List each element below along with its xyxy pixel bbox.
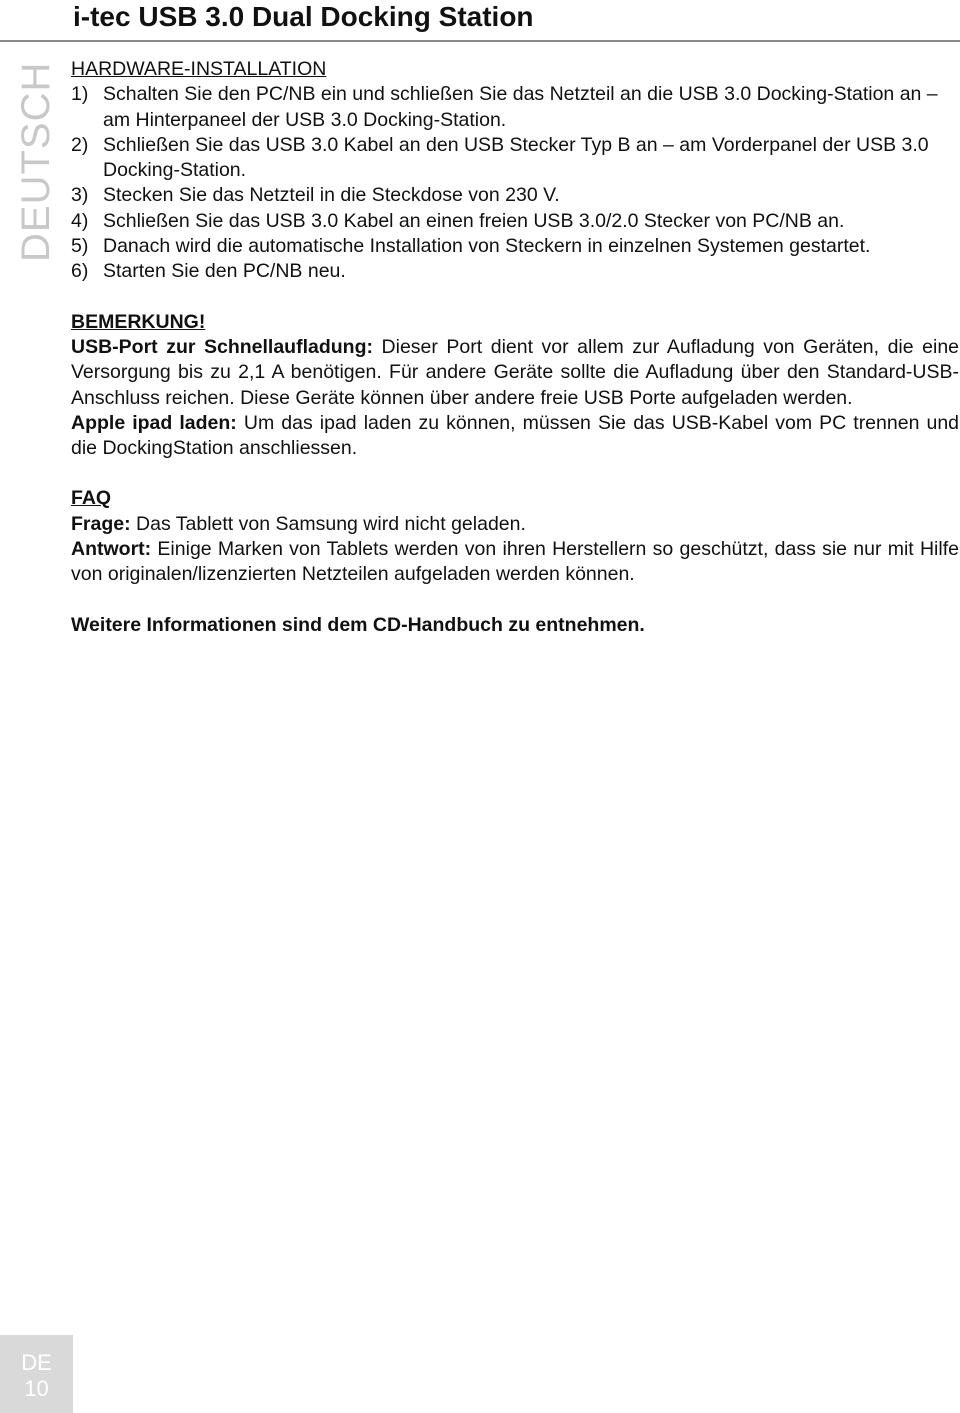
step-number: 6) (71, 260, 89, 283)
step-number: 3) (71, 184, 89, 207)
document-body (71, 57, 959, 638)
question-label: Frage: (71, 512, 131, 535)
footer-note: Weitere Informationen sind dem CD-Handbuch zu entnehmen. (71, 613, 645, 636)
step-text: Schließen Sie das USB 3.0 Kabel an den USB Stecker Typ B an – am Vorderpanel der USB 3.0 Docking-Station. (103, 133, 929, 182)
faq-answer (71, 537, 959, 588)
page-title: i-tec USB 3.0 Dual Docking Station (73, 1, 534, 32)
step-item (71, 82, 959, 133)
step-item (71, 259, 959, 284)
faq-heading: FAQ (71, 487, 112, 510)
step-item (71, 183, 959, 208)
step-text: Stecken Sie das Netzteil in die Steckdose von 230 V. (103, 184, 560, 207)
answer-text: Einige Marken von Tablets werden von ihren Herstellern so geschützt, dass sie nur mit Hilfe von originalen/lizenzierten Netzteilen aufgeladen werden können. (71, 538, 959, 586)
ipad-paragraph (71, 411, 959, 462)
step-text: Starten Sie den PC/NB neu. (103, 260, 346, 283)
installation-heading: HARDWARE-INSTALLATION (71, 58, 327, 80)
language-side-tab: DEUTSCH (14, 61, 58, 262)
ipad-text: Um das ipad laden zu können, müssen Sie das USB-Kabel vom PC trennen und die DockingStation anschliessen. (71, 411, 960, 460)
fastcharge-text: Dieser Port dient vor allem zur Aufladung von Geräten, die eine Versorgung bis zu 2,1 A benötigen. Für andere Geräte sollte die Aufladung über den Standard-USB-Anschluss reichen. Diese Geräte können über andere freie USB Porte aufgeladen werden. (71, 335, 960, 409)
step-item (71, 133, 959, 184)
ipad-label: Apple ipad laden: (71, 411, 237, 434)
page-language-code: DE (21, 1350, 52, 1375)
step-text: Schließen Sie das USB 3.0 Kabel an einen freien USB 3.0/2.0 Stecker von PC/NB an. (103, 209, 845, 232)
answer-label: Antwort: (71, 538, 152, 561)
step-number: 4) (71, 209, 89, 232)
step-number: 2) (71, 133, 89, 156)
installation-steps (71, 82, 959, 284)
step-item (71, 209, 959, 234)
step-number: 1) (71, 83, 89, 106)
step-number: 5) (71, 235, 89, 258)
notice-heading: BEMERKUNG! (71, 310, 206, 333)
fastcharge-paragraph (71, 335, 959, 411)
question-text: Das Tablett von Samsung wird nicht geladen. (136, 512, 526, 535)
step-item (71, 234, 959, 259)
page-number-box (0, 1335, 73, 1413)
step-text: Danach wird die automatische Installation von Steckern in einzelnen Systemen gestartet. (103, 235, 871, 258)
faq-question (71, 512, 959, 537)
fastcharge-label: USB-Port zur Schnellaufladung: (71, 335, 373, 358)
header-divider (0, 40, 960, 42)
step-text: Schalten Sie den PC/NB ein und schließen Sie das Netzteil an die USB 3.0 Docking-Station an – am Hinterpaneel der USB 3.0 Docking-Station. (103, 83, 938, 131)
page-number: 10 (24, 1376, 49, 1401)
